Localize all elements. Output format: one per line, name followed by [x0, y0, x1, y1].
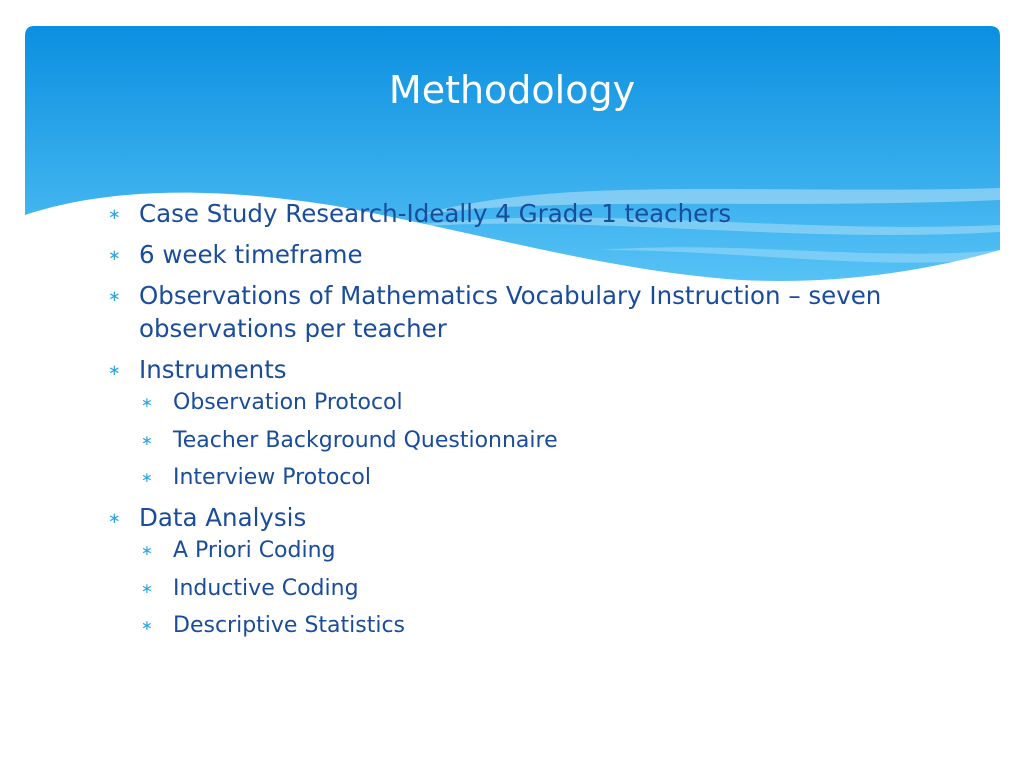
asterisk-bullet-icon: ∗ — [108, 287, 121, 305]
sub-list-item-text: Teacher Background Questionnaire — [173, 427, 558, 453]
asterisk-bullet-icon: ∗ — [108, 509, 121, 527]
sub-list-item — [139, 611, 908, 641]
sub-list — [139, 388, 908, 493]
list-item — [108, 197, 908, 230]
list-item-text: Observations of Mathematics Vocabulary Instruction – seven observations per teacher — [139, 281, 882, 343]
sub-list-item-text: Observation Protocol — [173, 390, 403, 415]
sub-list-item — [139, 574, 908, 604]
asterisk-bullet-icon: ∗ — [141, 618, 153, 634]
list-item — [108, 238, 908, 271]
sub-list — [139, 536, 908, 641]
sub-list-item-text: Inductive Coding — [173, 575, 359, 601]
bullet-list — [108, 197, 908, 649]
slide-title: Methodology — [388, 68, 636, 112]
sub-list-item — [139, 388, 908, 418]
sub-list-item — [139, 463, 908, 493]
asterisk-bullet-icon: ∗ — [141, 470, 153, 486]
list-item-text: Case Study Research-Ideally 4 Grade 1 teachers — [139, 199, 732, 228]
asterisk-bullet-icon: ∗ — [108, 361, 121, 379]
list-item — [108, 353, 908, 493]
sub-list-item — [139, 536, 908, 566]
asterisk-bullet-icon: ∗ — [141, 543, 153, 559]
list-item — [108, 501, 908, 641]
sub-list-item-text: Descriptive Statistics — [173, 613, 406, 638]
list-item — [108, 279, 908, 345]
asterisk-bullet-icon: ∗ — [141, 432, 153, 449]
list-item-text: Data Analysis — [139, 503, 307, 532]
asterisk-bullet-icon: ∗ — [141, 580, 153, 597]
asterisk-bullet-icon: ∗ — [108, 205, 121, 223]
asterisk-bullet-icon: ∗ — [141, 395, 153, 411]
sub-list-item-text: Interview Protocol — [173, 465, 371, 490]
asterisk-bullet-icon: ∗ — [108, 246, 121, 264]
list-item-text: 6 week timeframe — [139, 240, 363, 269]
list-item-text: Instruments — [139, 355, 287, 384]
sub-list-item — [139, 426, 908, 456]
sub-list-item-text: A Priori Coding — [173, 538, 336, 563]
